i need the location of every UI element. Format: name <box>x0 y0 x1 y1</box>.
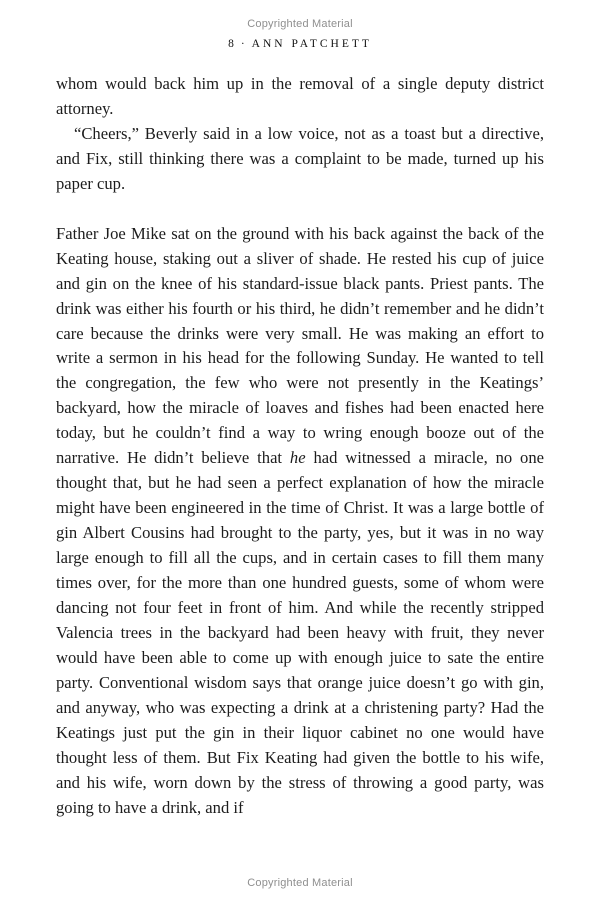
paragraph <box>56 222 544 821</box>
header-separator: · <box>240 38 248 50</box>
paragraph <box>56 72 544 122</box>
author-name: ANN PATCHETT <box>251 38 372 50</box>
text-segment: whom would back him up in the removal of a single deputy district attorney. <box>56 74 544 118</box>
page-number: 8 <box>228 38 237 50</box>
text-segment: had witnessed a miracle, no one thought that, but he had seen a perfect explanation of how the miracle might have been engineered in the time of Christ. It was a large bottle of gin Albert Cousins had brought to the party, yes, but it was in no way large enough to fill all the cups, and in certain cases to fill them many times over, for the more than one hundred guests, some of whom were dancing not four feet in front of him. And while the recently stripped Valencia trees in the backyard had been heavy with fruit, they never would have been able to come up with enough juice to sate the entire party. Conventional wisdom says that orange juice doesn’t go with gin, and anyway, who was expecting a drink at a christening party? Had the Keatings just put the gin in their liquor cabinet no one would have thought less of them. But Fix Keating had given the bottle to his wife, and his wife, worn down by the stress of throwing a good party, was going to have a drink, and if <box>56 448 544 817</box>
body-text <box>56 72 544 821</box>
copyright-notice-bottom: Copyrighted Material <box>247 877 353 889</box>
text-segment: Father Joe Mike sat on the ground with his back against the back of the Keating house, staking out a sliver of shade. He rested his cup of juice and gin on the knee of his standard-issue black pants. Priest pants. The drink was either his fourth or his third, he didn’t remember and he didn’t care because the drinks were very small. He was making an effort to write a sermon in his head for the following Sunday. He wanted to tell the congregation, the few who were not presently in the Keatings’ backyard, how the miracle of loaves and fishes had been enacted here today, but he couldn’t find a way to wring enough booze out of the narrative. He didn’t believe that <box>56 223 544 468</box>
text-segment: “Cheers,” Beverly said in a low voice, not as a toast but a directive, and Fix, still thinking there was a complaint to be made, turned up his paper cup. <box>56 123 544 193</box>
running-header <box>0 38 600 50</box>
copyright-notice-top: Copyrighted Material <box>247 18 353 30</box>
paragraph <box>56 122 544 197</box>
italic-text-segment: he <box>289 448 306 468</box>
